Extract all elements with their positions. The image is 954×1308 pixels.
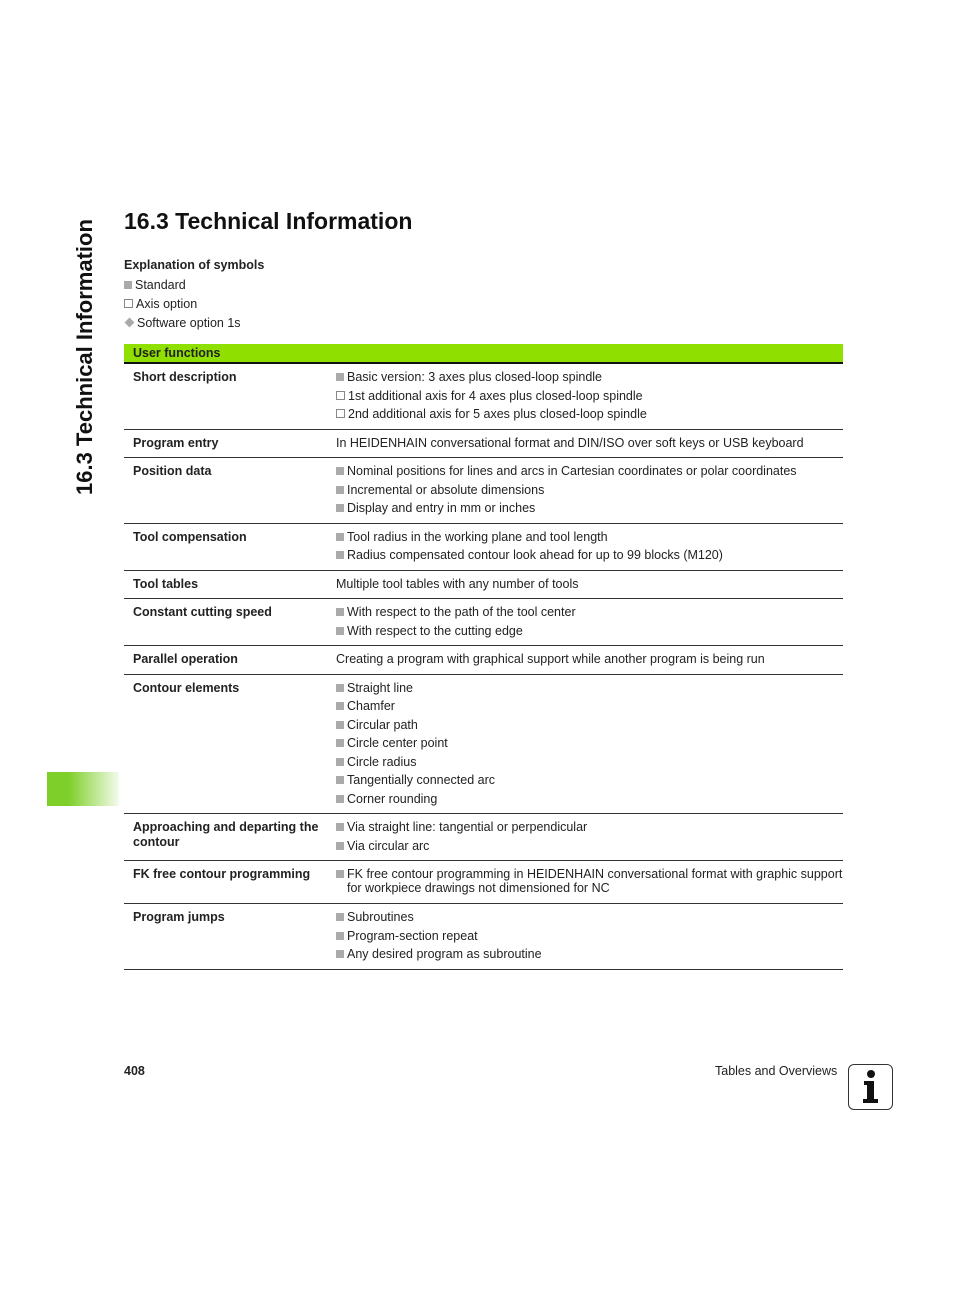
filled-square-icon xyxy=(336,467,344,475)
table-row xyxy=(124,674,843,814)
function-name: Position data xyxy=(124,458,336,524)
item-text: Straight line xyxy=(347,680,414,695)
description-item xyxy=(336,818,843,837)
function-description xyxy=(336,674,843,814)
diamond-icon xyxy=(125,318,135,328)
item-text: Any desired program as subroutine xyxy=(347,947,542,961)
filled-square-icon xyxy=(336,758,344,766)
item-text: Nominal positions for lines and arcs in Cartesian coordinates or polar coordinates xyxy=(347,464,797,478)
function-description xyxy=(336,861,843,904)
item-text: Chamfer xyxy=(347,699,395,713)
filled-square-icon xyxy=(336,721,344,729)
function-description xyxy=(336,363,843,429)
open-square-icon xyxy=(124,299,133,308)
function-description xyxy=(336,570,843,599)
filled-square-icon xyxy=(336,739,344,747)
description-item xyxy=(336,945,843,964)
function-description xyxy=(336,429,843,458)
filled-square-icon xyxy=(124,281,132,289)
item-text: With respect to the cutting edge xyxy=(347,623,523,638)
description-item xyxy=(336,405,843,424)
description-item xyxy=(336,622,843,641)
table-row xyxy=(124,861,843,904)
item-text: Display and entry in mm or inches xyxy=(347,501,536,515)
function-name: Constant cutting speed xyxy=(124,599,336,646)
description-item xyxy=(336,867,843,895)
description-item xyxy=(336,387,843,406)
filled-square-icon xyxy=(336,932,344,940)
function-name: Short description xyxy=(124,363,336,429)
legend-item: Standard xyxy=(124,276,264,295)
function-description xyxy=(336,599,843,646)
description-item xyxy=(336,734,843,753)
description-item xyxy=(336,546,843,565)
filled-square-icon xyxy=(336,684,344,692)
filled-square-icon xyxy=(336,950,344,958)
description-item xyxy=(336,499,843,518)
item-text: Circle center point xyxy=(347,736,448,750)
description-item xyxy=(336,481,843,500)
description-item xyxy=(336,603,843,622)
page-number: 408 xyxy=(124,1064,145,1078)
legend-item: Software option 1s xyxy=(124,314,264,333)
description-item xyxy=(336,528,843,547)
description-item xyxy=(336,575,843,594)
side-chapter-title: 16.3 Technical Information xyxy=(72,219,97,495)
description-item xyxy=(336,368,843,387)
function-name: Tool tables xyxy=(124,570,336,599)
item-text: Circle radius xyxy=(347,754,417,769)
table-row xyxy=(124,523,843,570)
description-item xyxy=(336,753,843,772)
item-text: Circular path xyxy=(347,717,418,732)
function-description xyxy=(336,458,843,524)
filled-square-icon xyxy=(336,504,344,512)
user-functions-table xyxy=(124,344,843,970)
description-item xyxy=(336,771,843,790)
description-item xyxy=(336,790,843,809)
filled-square-icon xyxy=(336,842,344,850)
table-header: User functions xyxy=(124,344,843,363)
function-name: Parallel operation xyxy=(124,646,336,675)
item-text: Program-section repeat xyxy=(347,928,478,943)
chapter-tab-marker xyxy=(47,772,119,806)
item-text: Basic version: 3 axes plus closed-loop spindle xyxy=(347,370,602,384)
function-name: Tool compensation xyxy=(124,523,336,570)
item-text: 2nd additional axis for 5 axes plus closed-loop spindle xyxy=(348,407,647,421)
description-item xyxy=(336,697,843,716)
item-text: Corner rounding xyxy=(347,791,438,806)
item-text: Radius compensated contour look ahead for up to 99 blocks (M120) xyxy=(347,548,723,562)
filled-square-icon xyxy=(336,533,344,541)
item-text: Via straight line: tangential or perpendicular xyxy=(347,820,588,834)
table-row xyxy=(124,429,843,458)
item-text: In HEIDENHAIN conversational format and DIN/ISO over soft keys or USB keyboard xyxy=(336,435,804,450)
function-name: FK free contour programming xyxy=(124,861,336,904)
function-description xyxy=(336,904,843,970)
description-item xyxy=(336,927,843,946)
item-text: Via circular arc xyxy=(347,838,430,853)
description-item xyxy=(336,434,843,453)
table-row xyxy=(124,904,843,970)
function-name: Approaching and departing the contour xyxy=(124,814,336,861)
function-description xyxy=(336,523,843,570)
function-description xyxy=(336,646,843,675)
description-item xyxy=(336,837,843,856)
filled-square-icon xyxy=(336,486,344,494)
filled-square-icon xyxy=(336,823,344,831)
open-square-icon xyxy=(336,391,345,400)
symbol-legend xyxy=(124,258,264,333)
description-item xyxy=(336,462,843,481)
item-text: Subroutines xyxy=(347,910,414,924)
table-row xyxy=(124,363,843,429)
item-text: 1st additional axis for 4 axes plus closed-loop spindle xyxy=(348,388,643,403)
description-item xyxy=(336,716,843,735)
function-name: Contour elements xyxy=(124,674,336,814)
filled-square-icon xyxy=(336,870,344,878)
filled-square-icon xyxy=(336,627,344,635)
filled-square-icon xyxy=(336,373,344,381)
item-text: Multiple tool tables with any number of tools xyxy=(336,576,579,591)
filled-square-icon xyxy=(336,913,344,921)
filled-square-icon xyxy=(336,795,344,803)
page-title: 16.3 Technical Information xyxy=(124,208,413,234)
filled-square-icon xyxy=(336,551,344,559)
open-square-icon xyxy=(336,409,345,418)
table-row xyxy=(124,599,843,646)
function-name: Program jumps xyxy=(124,904,336,970)
table-row xyxy=(124,814,843,861)
item-text: Tangentially connected arc xyxy=(347,773,496,787)
description-item xyxy=(336,650,843,669)
filled-square-icon xyxy=(336,702,344,710)
legend-heading: Explanation of symbols xyxy=(124,258,265,272)
table-row xyxy=(124,646,843,675)
item-text: Creating a program with graphical support while another program is being run xyxy=(336,652,765,666)
table-row xyxy=(124,458,843,524)
legend-item: Axis option xyxy=(124,295,264,314)
filled-square-icon xyxy=(336,608,344,616)
item-text: Tool radius in the working plane and tool length xyxy=(347,529,608,544)
function-name: Program entry xyxy=(124,429,336,458)
filled-square-icon xyxy=(336,776,344,784)
item-text: With respect to the path of the tool center xyxy=(347,605,576,619)
description-item xyxy=(336,679,843,698)
info-icon xyxy=(848,1064,893,1110)
description-item xyxy=(336,908,843,927)
footer-section: Tables and Overviews xyxy=(715,1064,838,1078)
table-row xyxy=(124,570,843,599)
item-text: FK free contour programming in HEIDENHAIN conversational format with graphic support for workpiece drawings not dimensioned for NC xyxy=(347,867,843,895)
item-text: Incremental or absolute dimensions xyxy=(347,482,545,497)
function-description xyxy=(336,814,843,861)
